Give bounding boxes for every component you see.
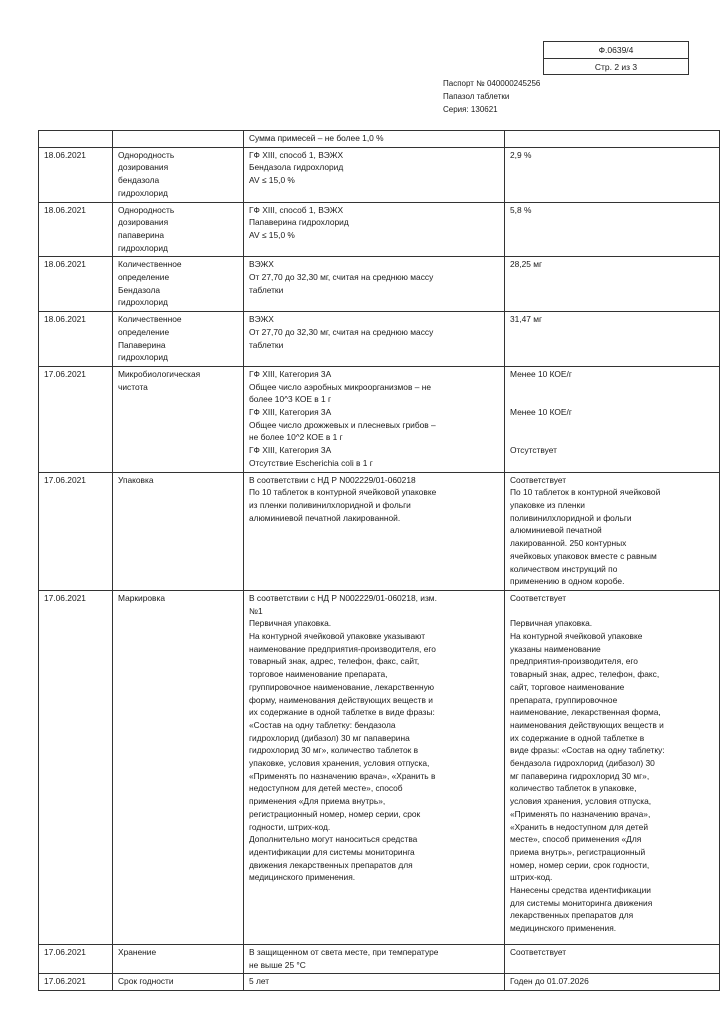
- product-name: Папазол таблетки: [443, 92, 510, 101]
- result-cell: Соответствует Первичная упаковка. На контурной ячейковой упаковке указаны наименование предприятия-производителя, его товарный знак, адрес, телефон, факс, сайт, торговое наименование препарата, группировочное наименование, лекарственная форма, наименования действующих веществ и их содержание в одной таблетке в виде фразы: «Состав на одну таблетку: бендазола гидрохлорид (дибазол) 30 мг папаверина гидрохлорид 30 мг», количество таблеток в упаковке, условия хранения, условия отпуска, «Применять по назначению врача», «Хранить в недоступном для детей месте», способ применения «Для приема внутрь», регистрационный номер, номер серии, срок годности, штрих-код. Нанесены средства идентификации для системы мониторинга движения лекарственных препаратов для медицинского применения.: [505, 590, 720, 944]
- date-cell: 17.06.2021: [39, 472, 113, 590]
- requirement-cell: 5 лет: [244, 974, 505, 991]
- date-cell: 17.06.2021: [39, 590, 113, 944]
- series-number: Серия: 130621: [443, 105, 498, 114]
- page-info: Стр. 2 из 3: [594, 62, 638, 72]
- date-cell: 17.06.2021: [39, 366, 113, 472]
- table-row: [39, 257, 720, 312]
- table-row: [39, 590, 720, 944]
- table-row: [39, 944, 720, 973]
- document-meta: [443, 77, 540, 116]
- analysis-table: [38, 130, 720, 991]
- table-row: [39, 472, 720, 590]
- requirement-cell: В соответствии с НД Р N002229/01-060218 По 10 таблеток в контурной ячейковой упаковке из пленки поливинилхлоридной и фольги алюминиевой печатной лакированной.: [244, 472, 505, 590]
- date-cell: 18.06.2021: [39, 147, 113, 202]
- date-cell: 18.06.2021: [39, 202, 113, 257]
- test-cell: Микробиологическая чистота: [113, 366, 244, 472]
- table-row: [39, 974, 720, 991]
- requirement-cell: Сумма примесей – не более 1,0 %: [244, 131, 505, 148]
- test-cell: Хранение: [113, 944, 244, 973]
- date-cell: 18.06.2021: [39, 312, 113, 367]
- result-cell: 28,25 мг: [505, 257, 720, 312]
- table-row: [39, 131, 720, 148]
- table-row: [39, 366, 720, 472]
- requirement-cell: ВЭЖХ От 27,70 до 32,30 мг, считая на среднюю массу таблетки: [244, 257, 505, 312]
- test-cell: Упаковка: [113, 472, 244, 590]
- test-cell: [113, 131, 244, 148]
- requirement-cell: В защищенном от света месте, при температуре не выше 25 °С: [244, 944, 505, 973]
- test-cell: Срок годности: [113, 974, 244, 991]
- table-row: [39, 202, 720, 257]
- date-cell: 17.06.2021: [39, 974, 113, 991]
- result-cell: Соответствует По 10 таблеток в контурной ячейковой упаковке из пленки поливинилхлоридной и фольги алюминиевой печатной лакированной. 250 контурных ячейковых упаковок вместе с равным количеством инструкций по применению в одном коробе.: [505, 472, 720, 590]
- test-cell: Количественное определение Папаверина гидрохлорид: [113, 312, 244, 367]
- date-cell: [39, 131, 113, 148]
- table-row: [39, 312, 720, 367]
- test-cell: Однородность дозирования бендазола гидрохлорид: [113, 147, 244, 202]
- result-cell: Годен до 01.07.2026: [505, 974, 720, 991]
- requirement-cell: ГФ XIII, способ 1, ВЭЖХ Бендазола гидрохлорид AV ≤ 15,0 %: [244, 147, 505, 202]
- date-cell: 18.06.2021: [39, 257, 113, 312]
- test-cell: Однородность дозирования папаверина гидрохлорид: [113, 202, 244, 257]
- result-cell: Менее 10 КОЕ/г Менее 10 КОЕ/г Отсутствует: [505, 366, 720, 472]
- test-cell: Маркировка: [113, 590, 244, 944]
- requirement-cell: ВЭЖХ От 27,70 до 32,30 мг, считая на среднюю массу таблетки: [244, 312, 505, 367]
- result-cell: 31,47 мг: [505, 312, 720, 367]
- form-code: Ф.0639/4: [544, 42, 688, 59]
- result-cell: 2,9 %: [505, 147, 720, 202]
- result-cell: [505, 131, 720, 148]
- requirement-cell: В соответствии с НД Р N002229/01-060218, изм. №1 Первичная упаковка. На контурной ячейковой упаковке указывают наименование предприятия-производителя, его товарный знак, адрес, телефон, факс, сайт, торговое наименование препарата, группировочное наименование, лекарственную форму, наименования действующих веществ и их содержание в одной таблетке в виде фразы: «Состав на одну таблетку: бендазола гидрохлорид (дибазол) 30 мг папаверина гидрохлорид 30 мг», количество таблеток в упаковке, условия хранения, условия отпуска, «Применять по назначению врача», «Хранить в недоступном для детей месте», способ применения «Для приема внутрь», регистрационный номер, номер серии, срок годности, штрих-код. Дополнительно могут наноситься средства идентификации для системы мониторинга движения лекарственных препаратов для медицинского применения.: [244, 590, 505, 944]
- form-code-box: [543, 41, 689, 75]
- date-cell: 17.06.2021: [39, 944, 113, 973]
- requirement-cell: ГФ XIII, Категория 3А Общее число аэробных микроорганизмов – не более 10^3 КОЕ в 1 г ГФ XIII, Категория 3А Общее число дрожжевых и плесневых грибов – не более 10^2 КОЕ в 1 г ГФ XIII, Категория 3А Отсутствие Escherichia coli в 1 г: [244, 366, 505, 472]
- table-row: [39, 147, 720, 202]
- passport-number: Паспорт № 040000245256: [443, 79, 541, 88]
- requirement-cell: ГФ XIII, способ 1, ВЭЖХ Папаверина гидрохлорид AV ≤ 15,0 %: [244, 202, 505, 257]
- result-cell: 5,8 %: [505, 202, 720, 257]
- result-cell: Соответствует: [505, 944, 720, 973]
- test-cell: Количественное определение Бендазола гидрохлорид: [113, 257, 244, 312]
